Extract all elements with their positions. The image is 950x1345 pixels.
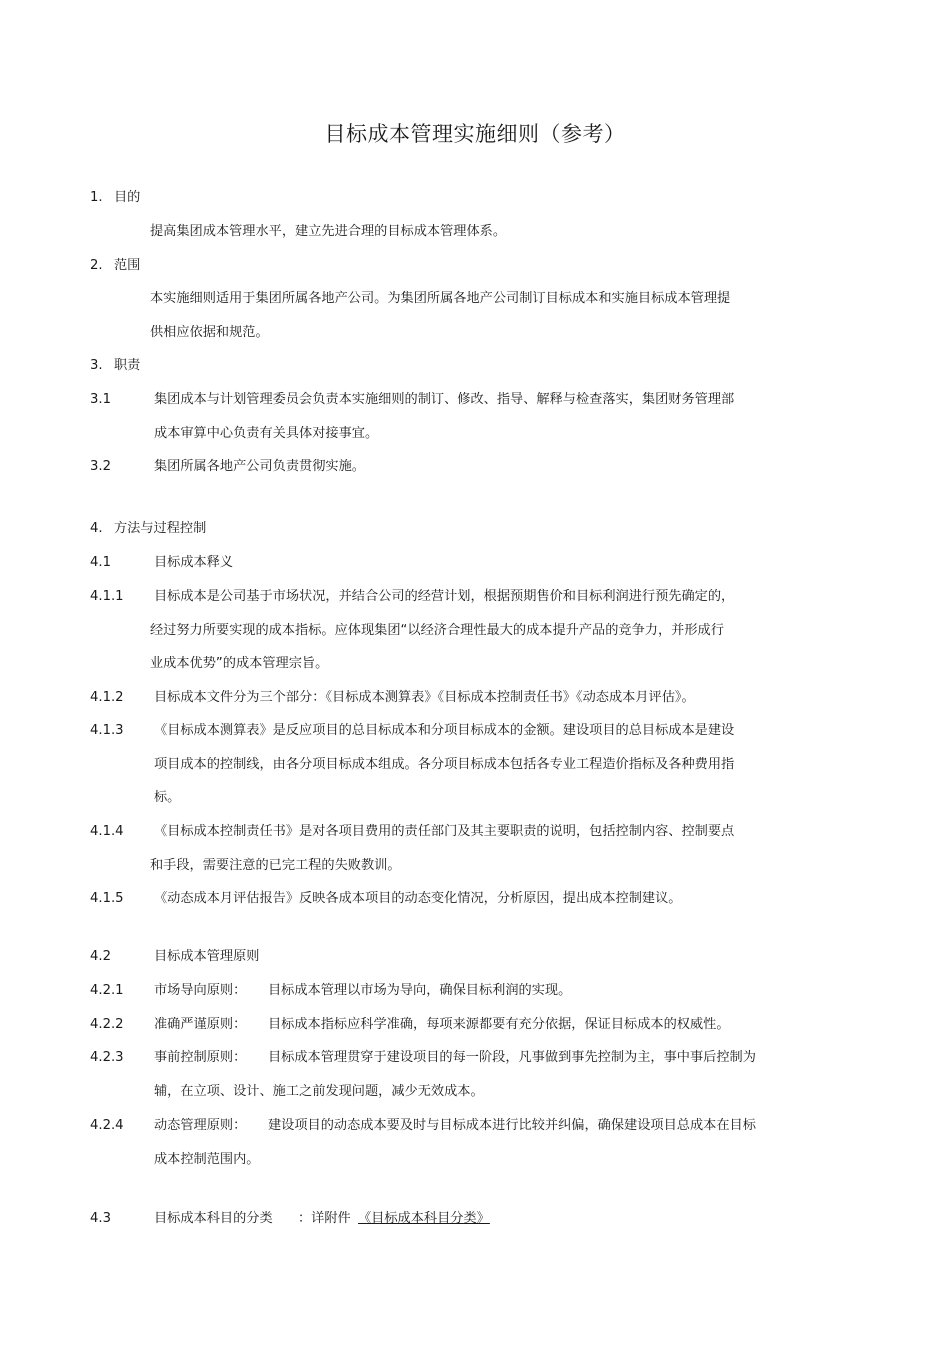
section-1-body: 提高集团成本管理水平，建立先进合理的目标成本管理体系。 bbox=[150, 224, 507, 239]
item-3-2-line: 集团所属各地产公司负责贯彻实施。 bbox=[154, 459, 365, 474]
section-2-heading: 范围 bbox=[114, 258, 141, 273]
section-2-body-line: 供相应依据和规范。 bbox=[150, 325, 269, 340]
section-4-1-heading: 目标成本释义 bbox=[154, 555, 234, 570]
item-3-1-line: 集团成本与计划管理委员会负责本实施细则的制订、修改、指导、解释与检查落实，集团财务管理部 bbox=[154, 392, 735, 407]
section-4-1-number: 4.1 bbox=[90, 555, 111, 570]
item-4-2-4-label: 动态管理原则： bbox=[154, 1118, 247, 1133]
item-4-2-1-number: 4.2.1 bbox=[90, 983, 124, 998]
item-4-1-3-line: 《目标成本测算表》是反应项目的总目标成本和分项目标成本的金额。建设项目的总目标成本是建设 bbox=[154, 723, 735, 738]
item-4-2-4-line: 建设项目的动态成本要及时与目标成本进行比较并纠偏，确保建设项目总成本在目标 bbox=[268, 1118, 756, 1133]
section-3-number: 3. bbox=[90, 358, 103, 373]
section-4-3-heading: 目标成本科目的分类 bbox=[154, 1211, 273, 1226]
section-4-number: 4. bbox=[90, 521, 103, 536]
item-4-1-1-line: 目标成本是公司基于市场状况，并结合公司的经营计划，根据预期售价和目标利润进行预先确定的， bbox=[154, 589, 735, 604]
item-4-2-3-line: 辅，在立项、设计、施工之前发现问题，减少无效成本。 bbox=[154, 1084, 484, 1099]
section-4-2-number: 4.2 bbox=[90, 949, 111, 964]
item-3-2-number: 3.2 bbox=[90, 459, 111, 474]
section-1-number: 1. bbox=[90, 190, 103, 205]
item-4-1-4-number: 4.1.4 bbox=[90, 824, 124, 839]
item-4-1-2-number: 4.1.2 bbox=[90, 690, 124, 705]
document-title: 目标成本管理实施细则（参考） bbox=[324, 122, 626, 146]
item-3-1-line: 成本审算中心负责有关具体对接事宜。 bbox=[154, 426, 379, 441]
item-4-2-1-line: 目标成本管理以市场为导向，确保目标利润的实现。 bbox=[268, 983, 572, 998]
item-4-1-4-line: 《目标成本控制责任书》是对各项目费用的责任部门及其主要职责的说明，包括控制内容、控制要点 bbox=[154, 824, 735, 839]
item-4-2-4-line: 成本控制范围内。 bbox=[154, 1152, 260, 1167]
item-4-1-4-line: 和手段，需要注意的已完工程的失败教训。 bbox=[150, 858, 401, 873]
item-4-1-1-line: 业成本优势”的成本管理宗旨。 bbox=[150, 656, 329, 671]
section-2-number: 2. bbox=[90, 258, 103, 273]
item-4-1-5-number: 4.1.5 bbox=[90, 891, 124, 906]
section-4-3-number: 4.3 bbox=[90, 1211, 111, 1226]
attachment-link-text[interactable]: 《目标成本科目分类》 bbox=[358, 1211, 490, 1226]
section-2-body-line: 本实施细则适用于集团所属各地产公司。为集团所属各地产公司制订目标成本和实施目标成本管理提 bbox=[150, 291, 731, 306]
item-4-1-2-line: 目标成本文件分为三个部分：《目标成本测算表》《目标成本控制责任书》《动态成本月评估》。 bbox=[154, 690, 695, 705]
item-4-1-3-number: 4.1.3 bbox=[90, 723, 124, 738]
item-4-1-1-number: 4.1.1 bbox=[90, 589, 124, 604]
item-4-1-1-line: 经过努力所要实现的成本指标。应体现集团“以经济合理性最大的成本提升产品的竞争力，并形成行 bbox=[150, 623, 724, 638]
item-4-1-3-line: 项目成本的控制线，由各分项目标成本组成。各分项目标成本包括各专业工程造价指标及各种费用指 bbox=[154, 757, 735, 772]
section-4-2-heading: 目标成本管理原则 bbox=[154, 949, 260, 964]
item-4-2-3-line: 目标成本管理贯穿于建设项目的每一阶段，凡事做到事先控制为主，事中事后控制为 bbox=[268, 1050, 756, 1065]
attachment-link[interactable] bbox=[358, 1210, 522, 1228]
item-4-2-2-number: 4.2.2 bbox=[90, 1017, 124, 1032]
item-4-1-5-line: 《动态成本月评估报告》反映各成本项目的动态变化情况，分析原因，提出成本控制建议。 bbox=[154, 891, 682, 906]
item-4-1-3-line: 标。 bbox=[154, 790, 181, 805]
item-4-2-2-line: 目标成本指标应科学准确，每项来源都要有充分依据，保证目标成本的权威性。 bbox=[268, 1017, 730, 1032]
section-4-heading: 方法与过程控制 bbox=[114, 521, 207, 536]
item-4-2-2-label: 准确严谨原则： bbox=[154, 1017, 247, 1032]
item-4-2-1-label: 市场导向原则： bbox=[154, 983, 247, 998]
item-3-1-number: 3.1 bbox=[90, 392, 111, 407]
section-4-3-separator: ：详附件 bbox=[298, 1211, 351, 1226]
item-4-2-3-number: 4.2.3 bbox=[90, 1050, 124, 1065]
item-4-2-4-number: 4.2.4 bbox=[90, 1118, 124, 1133]
section-3-heading: 职责 bbox=[114, 358, 141, 373]
section-1-heading: 目的 bbox=[114, 190, 141, 205]
item-4-2-3-label: 事前控制原则： bbox=[154, 1050, 247, 1065]
